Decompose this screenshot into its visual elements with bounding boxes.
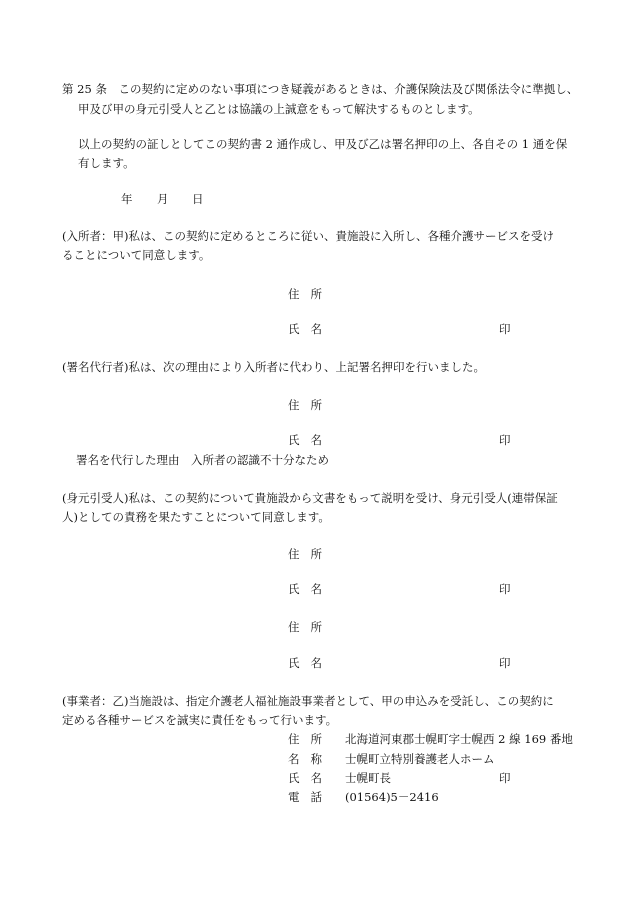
proof-line-2: 有します。	[78, 156, 135, 170]
proof-line-1: 以上の契約の証しとしてこの契約書 2 通作成し、甲及び乙は署名押印の上、各自その 1 通を保	[78, 137, 568, 151]
provider-address-label: 住所	[288, 732, 333, 746]
provider-facility-value: 士幌町立特別養護老人ホーム	[345, 752, 495, 766]
guarantor-address-label-2: 住所	[288, 620, 333, 634]
provider-name-label: 氏名	[288, 771, 333, 785]
resident-seal-mark: 印	[499, 322, 511, 336]
provider-phone-label: 電話	[288, 790, 333, 804]
guarantor-seal-mark-2: 印	[499, 656, 511, 670]
provider-address-value: 北海道河東郡士幌町字士幌西 2 線 169 番地	[345, 732, 573, 746]
resident-address-label: 住所	[288, 287, 333, 301]
resident-line-1: (入所者：甲)私は、この契約に定めるところに従い、貴施設に入所し、各種介護サービスを受け	[62, 229, 554, 243]
provider-seal-mark: 印	[499, 771, 511, 785]
guarantor-line-2: 人)としての責務を果たすことについて同意します。	[62, 510, 330, 524]
proxy-seal-mark: 印	[499, 433, 511, 447]
resident-name-label: 氏名	[288, 322, 333, 336]
date-month: 月	[157, 192, 169, 206]
resident-line-2: ることについて同意します。	[62, 248, 211, 262]
provider-name-value: 士幌町長	[345, 771, 391, 785]
guarantor-address-label: 住所	[288, 547, 333, 561]
proxy-address-label: 住所	[288, 398, 333, 412]
provider-line-2: 定める各種サービスを誠実に責任をもって行います。	[62, 713, 338, 727]
article-25-line-1: 第 25 条 この契約に定めのない事項につき疑義があるときは、介護保険法及び関係法令に準拠し、	[62, 82, 579, 96]
guarantor-line-1: (身元引受人)私は、この契約について貴施設から文書をもって説明を受け、身元引受人(連帯保証	[62, 491, 558, 505]
article-25-line-2: 甲及び甲の身元引受人と乙とは協議の上誠意をもって解決するものとします。	[78, 102, 480, 116]
date-year: 年	[121, 192, 133, 206]
provider-phone-value: (01564)5－2416	[345, 790, 439, 804]
guarantor-name-label-2: 氏名	[288, 656, 333, 670]
proxy-line-1: (署名代行者)私は、次の理由により入所者に代わり、上記署名押印を行いました。	[62, 360, 485, 374]
provider-line-1: (事業者：乙)当施設は、指定介護老人福祉施設事業者として、甲の申込みを受託し、この契約に	[62, 694, 554, 708]
guarantor-name-label: 氏名	[288, 582, 333, 596]
proxy-name-label: 氏名	[288, 433, 333, 447]
proxy-reason: 署名を代行した理由 入所者の認識不十分なため	[76, 453, 329, 467]
provider-facility-label: 名称	[288, 752, 333, 766]
guarantor-seal-mark: 印	[499, 582, 511, 596]
date-day: 日	[192, 192, 204, 206]
